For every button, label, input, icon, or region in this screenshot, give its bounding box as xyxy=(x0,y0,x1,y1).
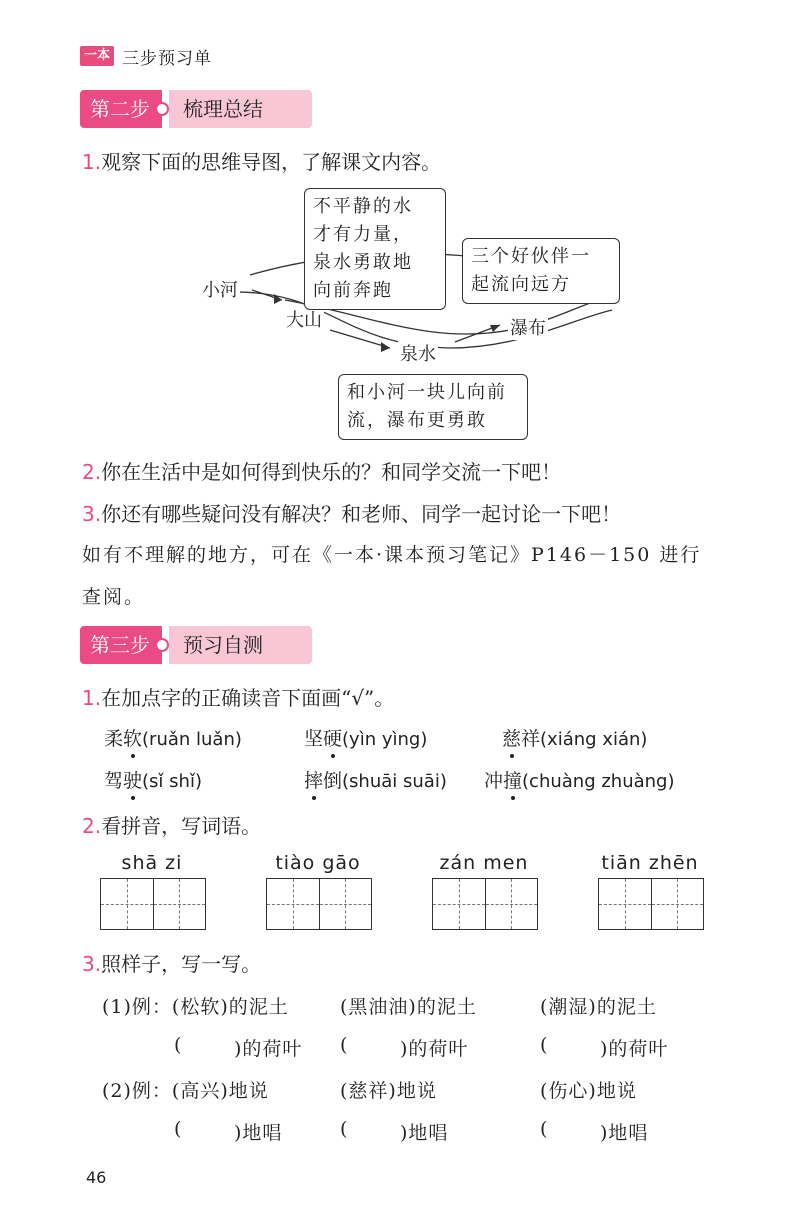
question-text: 在加点字的正确读音下面画“√”。 xyxy=(101,686,395,710)
blank-open-paren: ( xyxy=(540,1034,549,1056)
grid-pinyin: shā zi xyxy=(121,852,183,874)
blank-suffix[interactable]: )地唱 xyxy=(600,1122,649,1144)
pinyin-item xyxy=(104,766,202,793)
question-text: 观察下面的思维导图，了解课文内容。 xyxy=(101,150,442,174)
step2-banner xyxy=(80,90,312,128)
mind-map xyxy=(190,180,630,440)
word-char: 驾 xyxy=(104,770,124,792)
pinyin-options: (xiáng xián) xyxy=(540,729,648,750)
spring-speech-bubble xyxy=(338,374,528,440)
word-char: 冲 xyxy=(484,770,504,792)
question-number: 3. xyxy=(82,952,102,976)
question-3 xyxy=(82,948,261,977)
reference-note-line2: 查阅。 xyxy=(82,586,146,608)
blank-suffix[interactable]: )的荷叶 xyxy=(400,1038,469,1060)
pinyin-item xyxy=(304,766,447,793)
grid-pinyin: tiān zhēn xyxy=(601,852,699,874)
bubble-line: 不平静的水 xyxy=(313,196,413,217)
pinyin-options: (chuàng zhuàng) xyxy=(522,771,675,792)
page-number: 46 xyxy=(86,1168,107,1187)
blank-suffix[interactable]: )地唱 xyxy=(234,1122,283,1144)
bubble-line: 和小河一块儿向前 xyxy=(347,382,507,403)
question-text: 你在生活中是如何得到快乐的？和同学交流一下吧！ xyxy=(101,460,562,484)
brand-logo: 一本 xyxy=(80,46,114,66)
pinyin-options: (ruǎn luǎn) xyxy=(142,729,242,750)
blank-open-paren: ( xyxy=(340,1118,349,1140)
question-text: 照样子，写一写。 xyxy=(101,952,262,976)
reference-note-line1: 如有不理解的地方，可在《一本·课本预习笔记》P146－150 进行 xyxy=(82,544,702,566)
word-char: 倒 xyxy=(323,770,343,792)
blank-suffix[interactable]: )的荷叶 xyxy=(234,1038,303,1060)
question-text: 看拼音，写词语。 xyxy=(101,814,262,838)
example-1: (1)例：(松软)的泥土 xyxy=(102,996,289,1018)
question-number: 3. xyxy=(82,502,102,526)
bubble-line: 三个好伙伴一 xyxy=(471,246,591,267)
pinyin-item xyxy=(304,724,427,751)
word-char: 柔 xyxy=(104,728,124,750)
word-char: 祥 xyxy=(521,728,541,750)
pinyin-options: (yìn yìng) xyxy=(342,729,428,750)
step2-title: 梳理总结 xyxy=(169,90,312,128)
dotted-char: 撞 xyxy=(503,770,523,792)
question-1 xyxy=(82,146,441,175)
blank-suffix[interactable]: )的荷叶 xyxy=(600,1038,669,1060)
question-number: 2. xyxy=(82,814,102,838)
dotted-char: 驶 xyxy=(123,770,143,792)
writing-grid[interactable] xyxy=(100,878,206,930)
blank-open-paren: ( xyxy=(540,1118,549,1140)
example-1-c: (潮湿)的泥土 xyxy=(540,996,657,1018)
pinyin-item xyxy=(484,766,675,793)
grid-pinyin: zán men xyxy=(439,852,529,874)
waterfall-speech-bubble xyxy=(462,238,620,304)
series-title: 三步预习单 xyxy=(122,49,212,69)
mountain-label: 大山 xyxy=(284,306,324,332)
question-number: 1. xyxy=(82,686,102,710)
example-2-c: (伤心)地说 xyxy=(540,1080,637,1102)
step3-number: 第三步 xyxy=(80,626,162,664)
example-1-b: (黑油油)的泥土 xyxy=(340,996,477,1018)
question-3 xyxy=(82,498,621,527)
bubble-line: 泉水勇敢地 xyxy=(313,252,413,273)
blank-open-paren: ( xyxy=(174,1118,183,1140)
question-text: 你还有哪些疑问没有解决？和老师、同学一起讨论一下吧！ xyxy=(101,502,622,526)
bullet-dot-icon xyxy=(155,638,169,652)
example-2-b: (慈祥)地说 xyxy=(340,1080,437,1102)
spring-label: 泉水 xyxy=(398,340,438,366)
grid-pinyin: tiào gāo xyxy=(275,852,361,874)
question-2 xyxy=(82,456,561,485)
pinyin-item xyxy=(104,724,242,751)
question-1 xyxy=(82,682,394,711)
writing-grid[interactable] xyxy=(598,878,704,930)
bubble-line: 向前奔跑 xyxy=(313,280,393,301)
step3-title: 预习自测 xyxy=(169,626,312,664)
dotted-char: 软 xyxy=(123,728,143,750)
pinyin-options: (sǐ shǐ) xyxy=(142,771,202,792)
step3-banner xyxy=(80,626,312,664)
mountain-speech-bubble xyxy=(304,188,446,310)
writing-grid[interactable] xyxy=(432,878,538,930)
question-2 xyxy=(82,810,261,839)
dotted-char: 慈 xyxy=(502,728,522,750)
writing-grid[interactable] xyxy=(266,878,372,930)
bubble-line: 流，瀑布更勇敢 xyxy=(347,410,487,431)
word-char: 坚 xyxy=(304,728,324,750)
question-number: 1. xyxy=(82,150,102,174)
pinyin-options: (shuāi suāi) xyxy=(342,771,447,792)
dotted-char: 硬 xyxy=(323,728,343,750)
bubble-line: 起流向远方 xyxy=(471,274,571,295)
example-2: (2)例：(高兴)地说 xyxy=(102,1080,269,1102)
blank-open-paren: ( xyxy=(340,1034,349,1056)
step2-number: 第二步 xyxy=(80,90,162,128)
bullet-dot-icon xyxy=(155,102,169,116)
blank-open-paren: ( xyxy=(174,1034,183,1056)
question-number: 2. xyxy=(82,460,102,484)
waterfall-label: 瀑布 xyxy=(508,314,548,340)
dotted-char: 摔 xyxy=(304,770,324,792)
blank-suffix[interactable]: )地唱 xyxy=(400,1122,449,1144)
bubble-line: 才有力量， xyxy=(313,224,413,245)
river-label: 小河 xyxy=(200,276,240,302)
pinyin-item xyxy=(502,724,647,751)
